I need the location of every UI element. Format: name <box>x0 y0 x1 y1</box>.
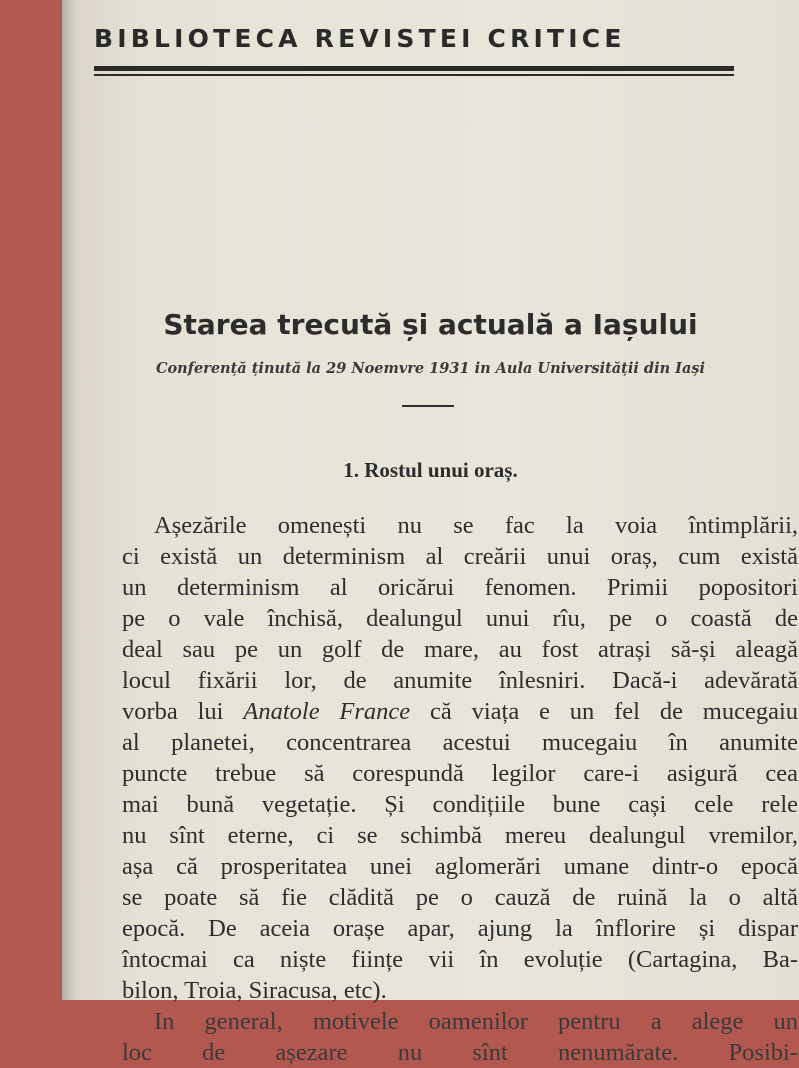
body-line: așa că prosperitatea unei aglomerări umane dintr-o epocă <box>122 853 798 880</box>
body-line: nu sînt eterne, ci se schimbă mereu dealungul vremilor, <box>122 822 798 849</box>
title-divider <box>402 405 454 407</box>
article-subtitle: Conferență ținută la 29 Noemvre 1931 in Aula Universității din Iași <box>155 360 706 377</box>
header-rule-thin <box>94 74 734 76</box>
book-page <box>62 0 799 1066</box>
article-title: Starea trecută și actuală a Iașului <box>163 308 698 341</box>
body-text <box>122 510 798 1068</box>
body-line: deal sau pe un golf de mare, au fost atrași să-și aleagă <box>122 636 798 663</box>
body-line: Așezările omenești nu se fac la voia întimplării, <box>154 512 798 539</box>
body-line: locul fixării lor, de anumite înlesniri. Dacă-i adevărată <box>122 667 798 694</box>
body-line-with-italic <box>122 696 798 727</box>
running-head: BIBLIOTECA REVISTEI CRITICE <box>94 24 626 53</box>
body-line: se poate să fie clădită pe o cauză de ruină la o altă <box>122 884 798 911</box>
body-text-run: vorba lui <box>122 698 224 725</box>
body-line: un determinism al oricărui fenomen. Primii popositori <box>122 574 798 601</box>
body-line: al planetei, concentrarea acestui mucegaiu în anumite <box>122 729 798 756</box>
body-text-run: că viața e un fel de mucegaiu <box>430 698 799 725</box>
author-name-italic: Anatole France <box>243 698 411 725</box>
body-line: întocmai ca niște ființe vii în evoluție (Cartagina, Ba- <box>122 946 798 973</box>
body-line: ci există un determinism al creării unui oraș, cum există <box>122 543 798 570</box>
body-line: In general, motivele oamenilor pentru a alege un <box>154 1008 798 1035</box>
section-heading: 1. Rostul unui oraș. <box>343 458 518 482</box>
body-line: epocă. De aceia orașe apar, ajung la înflorire și dispar <box>122 915 798 942</box>
body-line: pe o vale închisă, dealungul unui rîu, pe o coastă de <box>122 605 798 632</box>
body-line: puncte trebue să corespundă legilor care-i asigură cea <box>122 760 798 787</box>
body-line: bilon, Troia, Siracusa, etc). <box>122 977 387 1004</box>
body-line: loc de așezare nu sînt nenumărate. Posibi- <box>122 1039 798 1066</box>
header-rule-thick <box>94 66 734 71</box>
body-line: mai bună vegetație. Și condițiile bune cași cele rele <box>122 791 798 818</box>
